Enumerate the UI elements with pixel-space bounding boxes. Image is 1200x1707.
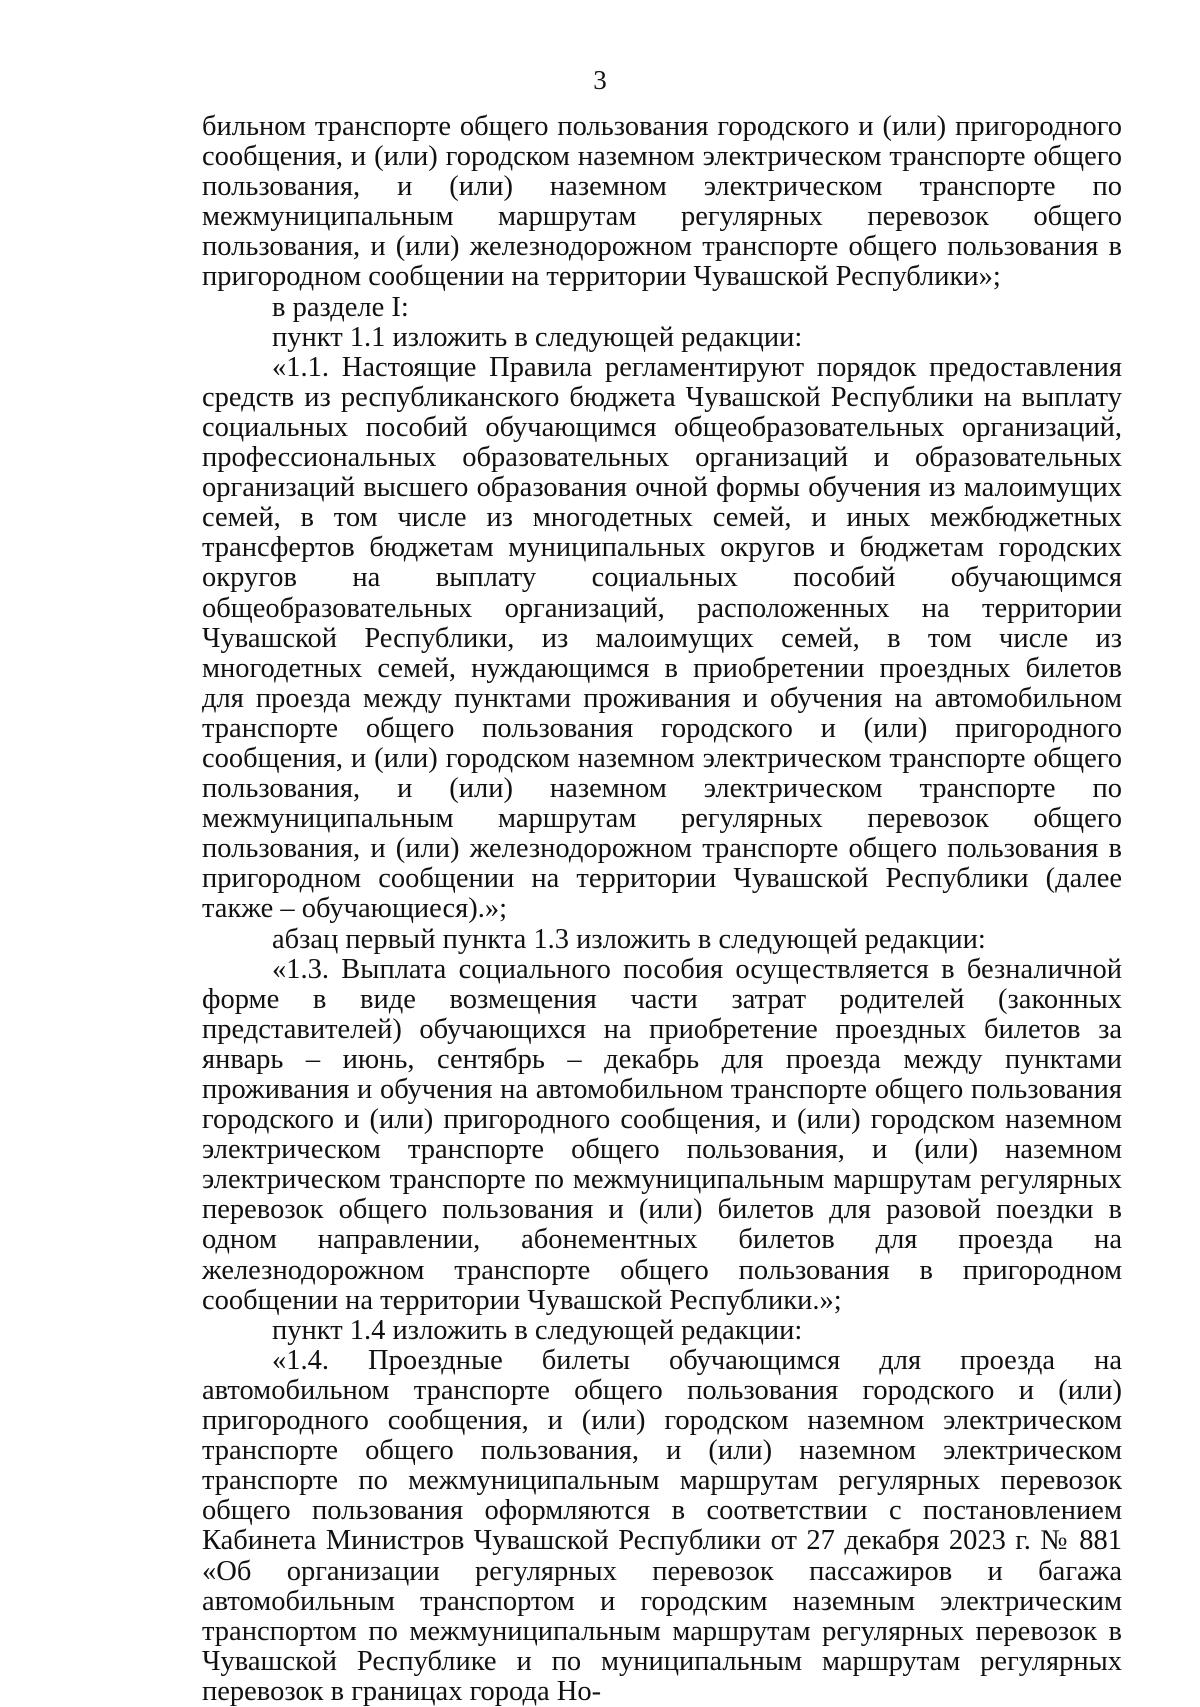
paragraph-item-1-4-text: «1.4. Проездные билеты обучающимся для проезда на автомобильном транспорте общего пользования городского и (или) пригородного сообщения, и (или) городском наземном электрическом транспорте общего пользования, и (или) наземном электрическом транспорте по межмуниципальным маршрутам регулярных перевозок общего пользования оформляются в соответствии с постановлением Кабинета Министров Чувашской Республики от 27 декабря 2023 г. № 881 «Об организации регулярных перевозок пассажиров и багажа автомобильным транспортом и городским наземным электрическим транспортом по межмуниципальным маршрутам регулярных перевозок в Чувашской Республике и по муниципальным маршрутам регулярных перевозок в границах города Но- (202, 1344, 1122, 1707)
paragraph-item-1-1-text: «1.1. Настоящие Правила регламентируют порядок предоставления средств из республиканского бюджета Чувашской Республики на выплату социальных пособий обучающимся общеобразовательных организаций, профессиональных образовательных организаций и образовательных организаций высшего образования очной формы обучения из малоимущих семей, в том числе из многодетных семей, и иных межбюджетных трансфертов бюджетам муниципальных округов и бюджетам городских округов на выплату социальных пособий обучающимся общеобразовательных организаций, расположенных на территории Чувашской Республики, из малоимущих семей, в том числе из многодетных семей, нуждающимся в приобретении проездных билетов для проезда между пунктами проживания и обучения на автомобильном транспорте общего пользования городского и (или) пригородного сообщения, и (или) городском наземном электрическом транспорте общего пользования, и (или) наземном электрическом транспорте по межмуниципальным маршрутам регулярных перевозок общего пользования, и (или) железнодорожном транспорте общего пользования в пригородном сообщении на территории Чувашской Республики (далее также – обучающиеся).»; (202, 351, 1122, 925)
page-number: 3 (593, 65, 607, 95)
paragraph-item-1-1-instruction: пункт 1.1 изложить в следующей редакции: (272, 321, 803, 353)
paragraph-item-1-3-text: «1.3. Выплата социального пособия осуществляется в безналичной форме в виде возмещения части затрат родителей (законных представителей) обучающихся на приобретение проездных билетов за январь – июнь, сентябрь – декабрь для проезда между пунктами проживания и обучения на автомобильном транспорте общего пользования городского и (или) пригородного сообщения, и (или) городском наземном электрическом транспорте общего пользования, и (или) наземном электрическом транспорте по межмуниципальным маршрутам регулярных перевозок общего пользования и (или) билетов для разовой поездки в одном направлении, абонементных билетов для проезда на железнодорожном транспорте общего пользования в пригородном сообщении на территории Чувашской Республики.»; (202, 953, 1122, 1316)
paragraph-item-1-3-instruction: абзац первый пункта 1.3 изложить в следующей редакции: (272, 923, 986, 955)
paragraph-item-1-4-instruction: пункт 1.4 изложить в следующей редакции: (272, 1314, 803, 1346)
paragraph-continuation: бильном транспорте общего пользования городского и (или) пригородного сообщения, и (или) городском наземном электрическом транспорте общего пользования, и (или) наземном электрическом транспорте по межмуниципальным маршрутам регулярных перевозок общего пользования, и (или) железнодорожном транспорте общего пользования в пригородном сообщении на территории Чувашской Республики»; (202, 111, 1122, 293)
document-body (202, 112, 1122, 1707)
paragraph-section-heading: в разделе I: (272, 291, 409, 323)
